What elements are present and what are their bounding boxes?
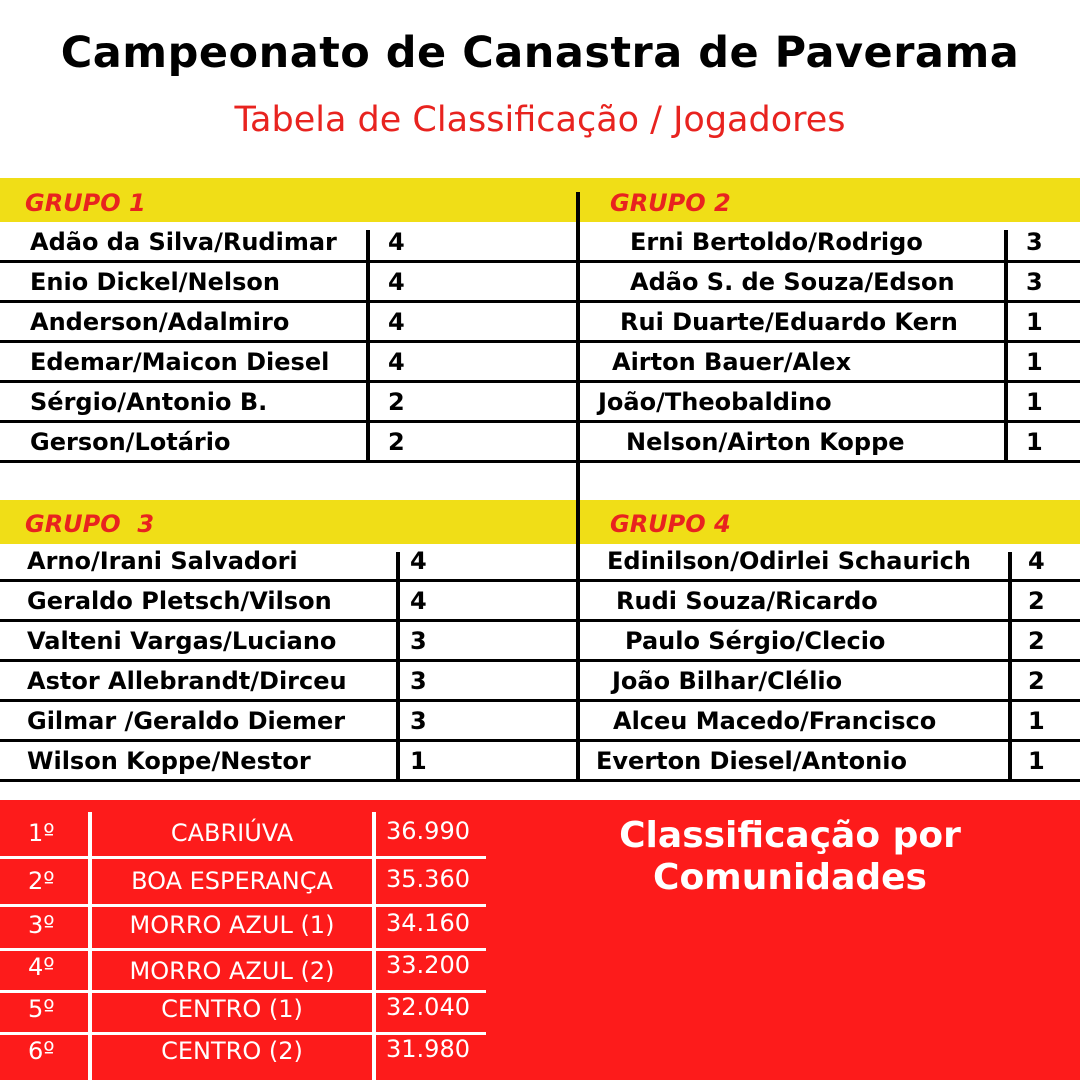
group-4-team-score: 4: [1028, 547, 1045, 575]
row-separator: [0, 460, 576, 463]
row-separator: [0, 579, 576, 582]
group-3-score-divider: [396, 552, 400, 782]
ranking-points: 31.980: [386, 1035, 470, 1063]
ranking-points: 35.360: [386, 865, 470, 893]
group-1-team-score: 2: [388, 388, 405, 416]
group-3-team-score: 4: [410, 587, 427, 615]
ranking-position: 3º: [28, 911, 55, 939]
group-2-team-name: João/Theobaldino: [598, 388, 832, 416]
group-4-team-score: 2: [1028, 587, 1045, 615]
group-2-score-divider: [1004, 230, 1008, 460]
group-4-team-name: João Bilhar/Clélio: [612, 667, 843, 695]
group-2-team-name: Airton Bauer/Alex: [612, 348, 852, 376]
row-separator: [0, 739, 576, 742]
group-1-team-name: Sérgio/Antonio B.: [30, 388, 268, 416]
group-1-score-divider: [366, 230, 370, 460]
group-4-team-name: Paulo Sérgio/Clecio: [625, 627, 886, 655]
groups-3-4-header-bar: [0, 500, 1080, 544]
group-3-team-score: 3: [410, 627, 427, 655]
group-2-label: GRUPO 2: [610, 189, 731, 217]
group-2-team-score: 1: [1026, 388, 1043, 416]
row-separator: [580, 779, 1080, 782]
group-4-team-name: Rudi Souza/Ricardo: [616, 587, 878, 615]
group-4-team-score: 1: [1028, 707, 1045, 735]
ranking-position: 6º: [28, 1037, 55, 1065]
row-separator: [580, 659, 1080, 662]
group-3-team-name: Astor Allebrandt/Dirceu: [27, 667, 347, 695]
group-3-team-name: Geraldo Pletsch/Vilson: [27, 587, 332, 615]
groups-1-2-header-bar: [0, 178, 1080, 222]
group-1-label: GRUPO 1: [25, 189, 146, 217]
ranking-community-name: MORRO AZUL (1): [129, 911, 335, 939]
group-4-team-name: Alceu Macedo/Francisco: [613, 707, 937, 735]
group-2-team-name: Rui Duarte/Eduardo Kern: [620, 308, 958, 336]
group-1-team-name: Adão da Silva/Rudimar: [30, 228, 337, 256]
row-separator: [580, 460, 1080, 463]
row-separator: [580, 420, 1080, 423]
page-subtitle: Tabela de Classificação / Jogadores: [234, 100, 846, 140]
group-3-team-score: 4: [410, 547, 427, 575]
row-separator: [580, 579, 1080, 582]
group-2-team-name: Adão S. de Souza/Edson: [630, 268, 955, 296]
group-3-label: GRUPO 3: [25, 510, 155, 538]
group-1-team-score: 4: [388, 348, 405, 376]
group-3-team-score: 3: [410, 667, 427, 695]
ranking-points: 32.040: [386, 993, 470, 1021]
ranking-community-name: CENTRO (2): [161, 1037, 303, 1065]
group-3-team-name: Gilmar /Geraldo Diemer: [27, 707, 346, 735]
group-1-team-name: Enio Dickel/Nelson: [30, 268, 280, 296]
group-4-team-score: 1: [1028, 747, 1045, 775]
ranking-row-separator: [0, 904, 486, 907]
group-2-team-score: 3: [1026, 268, 1043, 296]
group-3-team-score: 3: [410, 707, 427, 735]
row-separator: [0, 340, 576, 343]
row-separator: [580, 619, 1080, 622]
ranking-column-divider: [372, 812, 376, 1080]
row-separator: [580, 380, 1080, 383]
row-separator: [0, 779, 576, 782]
group-1-team-score: 4: [388, 268, 405, 296]
community-title-line1: Classificação por: [619, 815, 961, 856]
group-4-score-divider: [1008, 552, 1012, 782]
ranking-position: 5º: [28, 995, 55, 1023]
group-1-team-score: 4: [388, 308, 405, 336]
group-1-team-name: Edemar/Maicon Diesel: [30, 348, 330, 376]
ranking-community-name: CENTRO (1): [161, 995, 303, 1023]
ranking-points: 36.990: [386, 817, 470, 845]
group-4-team-name: Edinilson/Odirlei Schaurich: [607, 547, 971, 575]
group-2-team-score: 3: [1026, 228, 1043, 256]
group-1-team-name: Anderson/Adalmiro: [30, 308, 290, 336]
row-separator: [0, 420, 576, 423]
group-2-team-score: 1: [1026, 348, 1043, 376]
row-separator: [580, 260, 1080, 263]
ranking-position: 4º: [28, 953, 55, 981]
row-separator: [580, 739, 1080, 742]
row-separator: [0, 659, 576, 662]
group-4-team-score: 2: [1028, 667, 1045, 695]
ranking-points: 33.200: [386, 951, 470, 979]
group-1-team-score: 2: [388, 428, 405, 456]
row-separator: [580, 300, 1080, 303]
community-title: [540, 815, 1040, 899]
group-3-team-name: Arno/Irani Salvadori: [27, 547, 298, 575]
group-3-team-name: Wilson Koppe/Nestor: [27, 747, 311, 775]
ranking-community-name: BOA ESPERANÇA: [131, 867, 333, 895]
group-3-team-score: 1: [410, 747, 427, 775]
ranking-position: 2º: [28, 867, 55, 895]
group-2-team-name: Erni Bertoldo/Rodrigo: [630, 228, 923, 256]
ranking-points: 34.160: [386, 909, 470, 937]
group-2-team-score: 1: [1026, 428, 1043, 456]
group-4-team-name: Everton Diesel/Antonio: [596, 747, 907, 775]
row-separator: [0, 260, 576, 263]
ranking-community-name: MORRO AZUL (2): [129, 957, 335, 985]
ranking-position: 1º: [28, 819, 55, 847]
community-title-line2: Comunidades: [653, 857, 927, 898]
group-2-team-score: 1: [1026, 308, 1043, 336]
group-3-team-name: Valteni Vargas/Luciano: [27, 627, 337, 655]
row-separator: [580, 699, 1080, 702]
group-4-label: GRUPO 4: [610, 510, 731, 538]
row-separator: [0, 300, 576, 303]
group-4-team-score: 2: [1028, 627, 1045, 655]
group-1-team-name: Gerson/Lotário: [30, 428, 231, 456]
group-1-team-score: 4: [388, 228, 405, 256]
center-divider: [576, 192, 580, 782]
ranking-community-name: CABRIÚVA: [170, 819, 294, 847]
row-separator: [0, 619, 576, 622]
row-separator: [0, 380, 576, 383]
page-title: Campeonato de Canastra de Paverama: [60, 28, 1020, 78]
row-separator: [580, 340, 1080, 343]
ranking-row-separator: [0, 856, 486, 859]
group-2-team-name: Nelson/Airton Koppe: [626, 428, 905, 456]
row-separator: [0, 699, 576, 702]
